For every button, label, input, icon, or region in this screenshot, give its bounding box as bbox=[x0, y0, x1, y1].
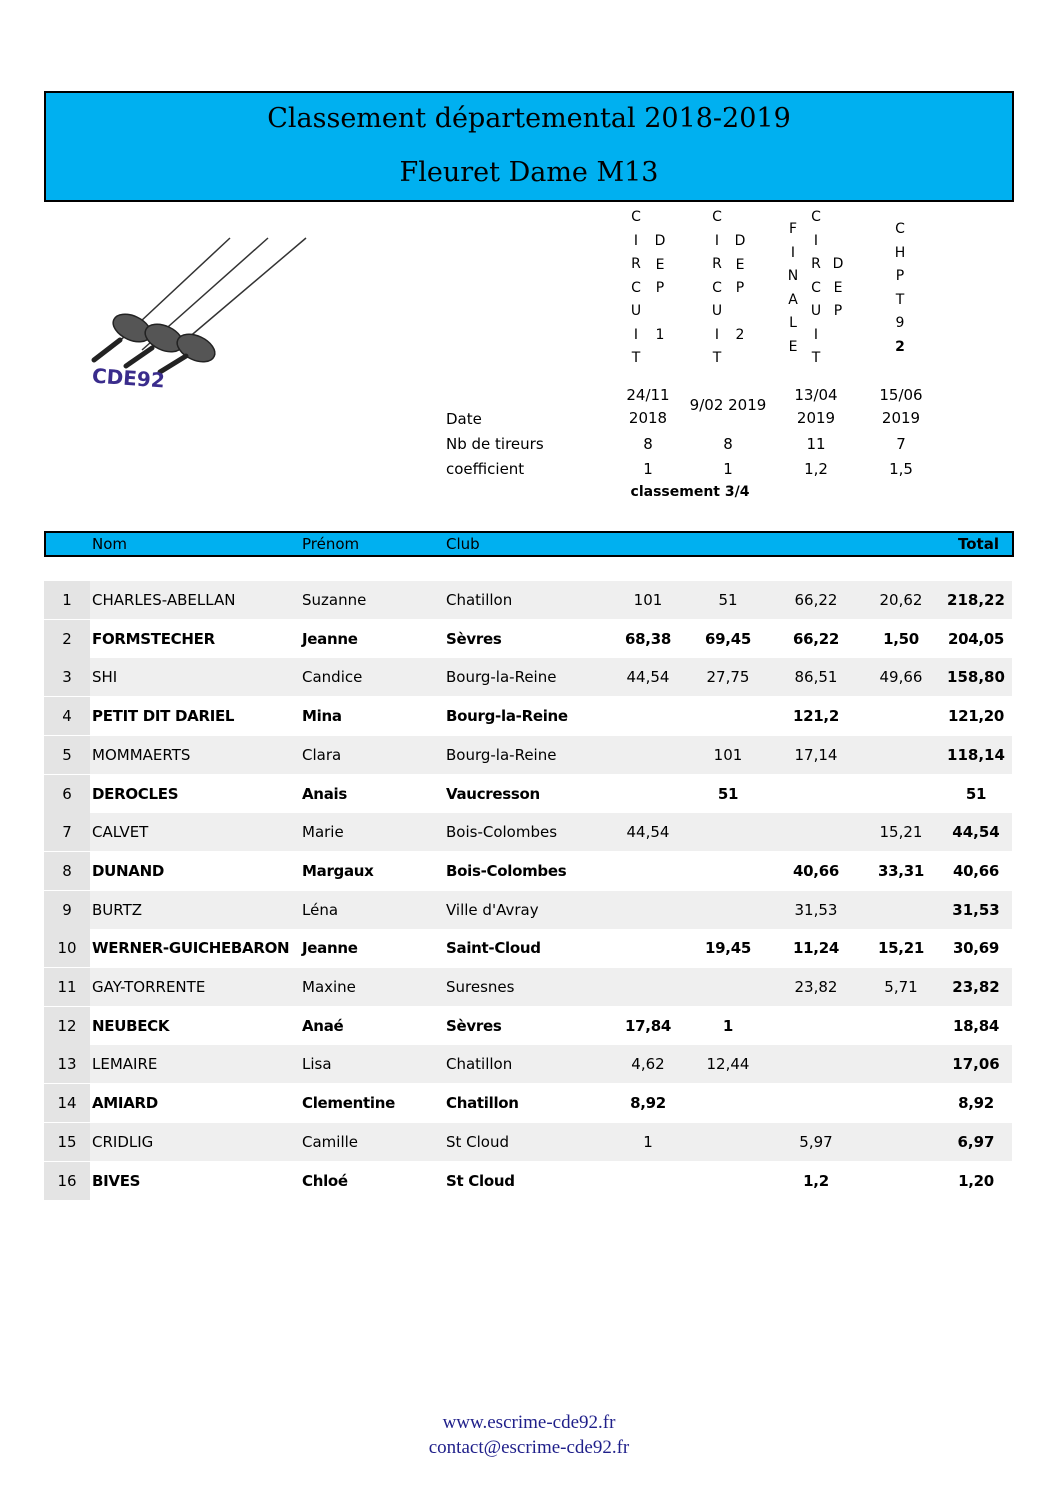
rank-cell: 13 bbox=[44, 1045, 90, 1083]
table-row bbox=[44, 852, 1012, 890]
header-prenom: Prénom bbox=[302, 535, 360, 553]
e2-cell: 27,75 bbox=[706, 668, 750, 687]
table-row bbox=[44, 658, 1012, 696]
total-cell: 6,97 bbox=[957, 1132, 995, 1151]
prenom-cell: Anais bbox=[302, 784, 347, 803]
event1-date: 24/11 2018 bbox=[626, 386, 670, 427]
e2-cell: 69,45 bbox=[705, 629, 751, 648]
club-cell: Bourg-la-Reine bbox=[446, 707, 568, 726]
nom-cell: CRIDLIG bbox=[92, 1132, 154, 1151]
prenom-cell: Margaux bbox=[302, 861, 374, 880]
e1-cell: 1 bbox=[643, 1132, 653, 1151]
event3-label-right: C I R C U I T bbox=[810, 209, 822, 366]
club-cell: Bois-Colombes bbox=[446, 823, 558, 842]
event3-coef: 1,2 bbox=[804, 460, 828, 478]
nb-tireurs-label: Nb de tireurs bbox=[446, 435, 544, 453]
nom-cell: FORMSTECHER bbox=[92, 629, 215, 648]
club-cell: Vaucresson bbox=[446, 784, 540, 803]
e3-cell: 66,22 bbox=[794, 591, 838, 609]
total-cell: 40,66 bbox=[953, 861, 999, 880]
e1-cell: 101 bbox=[633, 591, 663, 609]
event3-nb: 11 bbox=[806, 435, 826, 453]
prenom-cell: Chloé bbox=[302, 1171, 348, 1190]
table-row bbox=[44, 736, 1012, 774]
event2-label-right: D E P 2 bbox=[734, 233, 746, 343]
e3-cell: 17,14 bbox=[794, 745, 838, 764]
club-cell: Sèvres bbox=[446, 1016, 502, 1035]
club-cell: Chatillon bbox=[446, 1094, 519, 1113]
table-header bbox=[44, 531, 1014, 557]
club-cell: Bois-Colombes bbox=[446, 861, 567, 880]
event4-nb: 7 bbox=[896, 435, 906, 453]
coefficient-label: coefficient bbox=[446, 460, 525, 478]
table-row bbox=[44, 1162, 1012, 1200]
footer-email[interactable]: contact@escrime-cde92.fr bbox=[428, 1437, 630, 1458]
total-cell: 44,54 bbox=[952, 823, 1000, 842]
event3-label-left: F I N A L E bbox=[787, 221, 799, 355]
total-cell: 121,20 bbox=[947, 707, 1005, 726]
e2-cell: 51 bbox=[718, 591, 738, 609]
e3-cell: 23,82 bbox=[794, 978, 838, 996]
nom-cell: AMIARD bbox=[92, 1094, 158, 1113]
rank-cell: 15 bbox=[44, 1123, 90, 1161]
total-cell: 23,82 bbox=[952, 978, 1000, 996]
club-cell: Sèvres bbox=[446, 629, 502, 648]
page-title: Classement départemental 2018-2019 bbox=[267, 103, 791, 134]
event2-nb: 8 bbox=[723, 435, 733, 453]
prenom-cell: Suzanne bbox=[302, 591, 367, 609]
table-row bbox=[44, 1084, 1012, 1122]
e2-cell: 12,44 bbox=[706, 1055, 750, 1074]
event1-coef: 1 bbox=[643, 460, 653, 478]
rank-cell: 11 bbox=[44, 968, 90, 1006]
e1-cell: 44,54 bbox=[626, 823, 670, 842]
rank-cell: 3 bbox=[44, 658, 90, 696]
prenom-cell: Camille bbox=[302, 1132, 359, 1151]
club-cell: Bourg-la-Reine bbox=[446, 745, 557, 764]
prenom-cell: Lisa bbox=[302, 1055, 332, 1074]
prenom-cell: Léna bbox=[302, 900, 339, 919]
club-cell: Chatillon bbox=[446, 1055, 513, 1074]
prenom-cell: Mina bbox=[302, 707, 342, 726]
header-club: Club bbox=[446, 535, 480, 553]
nom-cell: DUNAND bbox=[92, 861, 164, 880]
rank-cell: 16 bbox=[44, 1162, 90, 1200]
nom-cell: NEUBECK bbox=[92, 1016, 170, 1035]
e1-cell: 17,84 bbox=[625, 1016, 671, 1035]
e3-cell: 121,2 bbox=[793, 707, 839, 726]
total-cell: 1,20 bbox=[958, 1171, 994, 1190]
classement-note: classement 3/4 bbox=[630, 484, 750, 500]
e4-cell: 15,21 bbox=[878, 939, 924, 958]
e4-cell: 15,21 bbox=[879, 823, 923, 842]
prenom-cell: Jeanne bbox=[302, 629, 358, 648]
rank-cell: 4 bbox=[44, 697, 90, 735]
e4-cell: 5,71 bbox=[884, 978, 918, 996]
event3-date: 13/04 2019 bbox=[794, 386, 838, 427]
total-cell: 18,84 bbox=[953, 1016, 999, 1035]
event4-date: 15/06 2019 bbox=[879, 386, 923, 427]
club-cell: Suresnes bbox=[446, 978, 515, 996]
e1-cell: 68,38 bbox=[625, 629, 671, 648]
total-cell: 30,69 bbox=[953, 939, 999, 958]
prenom-cell: Anaé bbox=[302, 1016, 344, 1035]
prenom-cell: Maxine bbox=[302, 978, 356, 996]
table-row bbox=[44, 1007, 1012, 1045]
rank-cell: 6 bbox=[44, 775, 90, 813]
total-cell: 158,80 bbox=[947, 668, 1005, 687]
header-nom: Nom bbox=[92, 535, 128, 553]
e2-cell: 1 bbox=[722, 1016, 734, 1035]
table-row bbox=[44, 1123, 1012, 1161]
event2-coef: 1 bbox=[723, 460, 733, 478]
e3-cell: 11,24 bbox=[793, 939, 839, 958]
table-row bbox=[44, 620, 1012, 658]
table-row bbox=[44, 968, 1012, 1006]
total-cell: 8,92 bbox=[958, 1094, 994, 1113]
table-row bbox=[44, 581, 1012, 619]
club-cell: Bourg-la-Reine bbox=[446, 668, 557, 687]
title-banner bbox=[44, 91, 1014, 202]
e3-cell: 5,97 bbox=[799, 1132, 833, 1151]
nom-cell: PETIT DIT DARIEL bbox=[92, 707, 235, 726]
table-row bbox=[44, 929, 1012, 967]
total-cell: 17,06 bbox=[952, 1055, 1000, 1074]
event4-label: C H P T 9 2 bbox=[894, 221, 906, 355]
e4-cell: 1,50 bbox=[883, 629, 919, 648]
nom-cell: WERNER-GUICHEBARON bbox=[92, 939, 290, 958]
nom-cell: BURTZ bbox=[92, 900, 143, 919]
e3-cell: 40,66 bbox=[793, 861, 839, 880]
rank-cell: 12 bbox=[44, 1007, 90, 1045]
e4-cell: 49,66 bbox=[879, 668, 923, 687]
e4-cell: 33,31 bbox=[878, 861, 924, 880]
rank-cell: 1 bbox=[44, 581, 90, 619]
rank-cell: 5 bbox=[44, 736, 90, 774]
rank-cell: 10 bbox=[44, 929, 90, 967]
club-cell: St Cloud bbox=[446, 1132, 510, 1151]
e3-cell: 86,51 bbox=[794, 668, 838, 687]
event3-label-extra: D E P bbox=[832, 256, 844, 319]
event1-label-left: C I R C U I T bbox=[630, 209, 642, 366]
nom-cell: GAY-TORRENTE bbox=[92, 978, 206, 996]
e1-cell: 44,54 bbox=[626, 668, 670, 687]
total-cell: 204,05 bbox=[947, 629, 1005, 648]
rank-cell: 8 bbox=[44, 852, 90, 890]
event1-label-right: D E P 1 bbox=[654, 233, 666, 343]
rank-cell: 7 bbox=[44, 813, 90, 851]
event2-label-left: C I R C U I T bbox=[711, 209, 723, 366]
rank-cell: 2 bbox=[44, 620, 90, 658]
e1-cell: 4,62 bbox=[631, 1055, 665, 1074]
club-cell: St Cloud bbox=[446, 1171, 515, 1190]
club-cell: Saint-Cloud bbox=[446, 939, 541, 958]
e2-cell: 19,45 bbox=[705, 939, 751, 958]
prenom-cell: Clara bbox=[302, 745, 342, 764]
nom-cell: CHARLES-ABELLAN bbox=[92, 591, 236, 609]
e3-cell: 31,53 bbox=[794, 900, 838, 919]
table-row bbox=[44, 813, 1012, 851]
e4-cell: 20,62 bbox=[879, 591, 923, 609]
nom-cell: DEROCLES bbox=[92, 784, 179, 803]
total-cell: 31,53 bbox=[952, 900, 1000, 919]
nom-cell: BIVES bbox=[92, 1171, 141, 1190]
total-cell: 51 bbox=[965, 784, 987, 803]
prenom-cell: Candice bbox=[302, 668, 363, 687]
page-subtitle: Fleuret Dame M13 bbox=[399, 157, 659, 188]
club-cell: Ville d'Avray bbox=[446, 900, 539, 919]
event4-coef: 1,5 bbox=[889, 460, 913, 478]
prenom-cell: Jeanne bbox=[302, 939, 358, 958]
footer-website[interactable]: www.escrime-cde92.fr bbox=[442, 1412, 616, 1433]
prenom-cell: Clementine bbox=[302, 1094, 395, 1113]
nom-cell: SHI bbox=[92, 668, 118, 687]
e2-cell: 51 bbox=[717, 784, 739, 803]
table-row bbox=[44, 1045, 1012, 1083]
rank-cell: 14 bbox=[44, 1084, 90, 1122]
total-cell: 218,22 bbox=[947, 591, 1005, 609]
nom-cell: LEMAIRE bbox=[92, 1055, 158, 1074]
logo-label: CDE92 bbox=[91, 363, 166, 393]
e3-cell: 66,22 bbox=[793, 629, 839, 648]
nom-cell: MOMMAERTS bbox=[92, 745, 191, 764]
table-row bbox=[44, 775, 1012, 813]
e1-cell: 8,92 bbox=[630, 1094, 666, 1113]
table-row bbox=[44, 697, 1012, 735]
prenom-cell: Marie bbox=[302, 823, 344, 842]
event1-nb: 8 bbox=[643, 435, 653, 453]
e2-cell: 101 bbox=[713, 745, 743, 764]
e3-cell: 1,2 bbox=[803, 1171, 829, 1190]
date-label: Date bbox=[446, 410, 482, 428]
event2-date: 9/02 2019 bbox=[689, 396, 767, 414]
nom-cell: CALVET bbox=[92, 823, 149, 842]
total-cell: 118,14 bbox=[947, 745, 1005, 764]
club-cell: Chatillon bbox=[446, 591, 513, 609]
header-total: Total bbox=[958, 535, 999, 553]
rank-cell: 9 bbox=[44, 891, 90, 929]
table-row bbox=[44, 891, 1012, 929]
